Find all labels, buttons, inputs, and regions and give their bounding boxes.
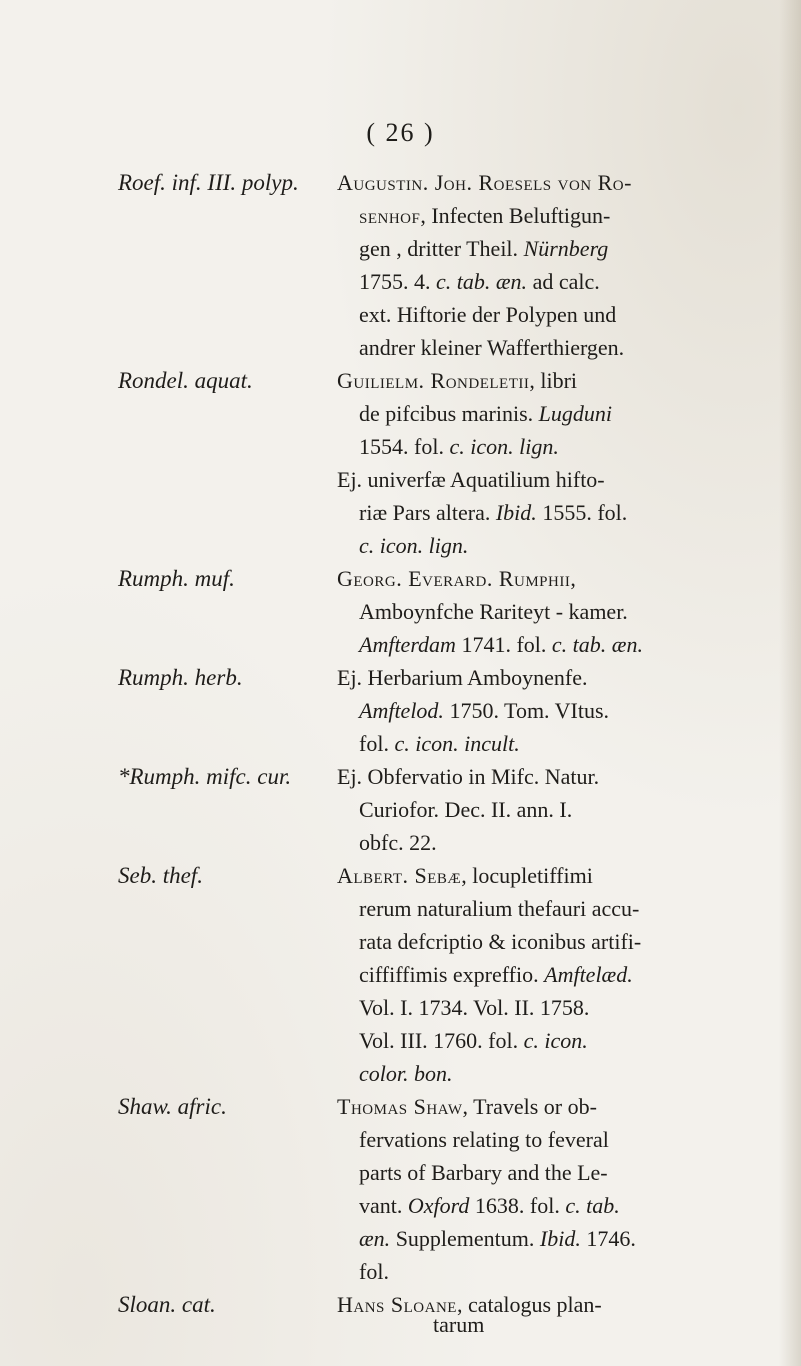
italic-text: Amftelod. <box>359 698 444 723</box>
italic-text: Amftelæd. <box>544 962 633 987</box>
citation-text: obfc. 22. <box>359 830 437 855</box>
entry-abbreviation: Seb. thef. <box>118 863 203 888</box>
italic-text: Ibid. <box>495 500 537 525</box>
citation-line <box>337 463 769 496</box>
citation-text: Ej. Herbarium Amboynenfe. <box>337 665 588 690</box>
entry-citation <box>337 1090 769 1288</box>
citation-line <box>337 298 769 331</box>
citation-line <box>337 793 769 826</box>
italic-text: c. tab. <box>565 1193 620 1218</box>
citation-line <box>337 1024 769 1057</box>
citation-text: 1554. fol. <box>359 434 450 459</box>
citation-text: de pifcibus marinis. <box>359 401 539 426</box>
citation-text: riæ Pars altera. <box>359 500 496 525</box>
italic-text: c. icon. lign. <box>449 434 559 459</box>
citation-line <box>337 1156 769 1189</box>
entry-citation <box>337 463 769 562</box>
italic-text: c. icon. <box>523 1028 588 1053</box>
entry-citation <box>337 859 769 1090</box>
citation-line <box>337 925 769 958</box>
italic-text: color. bon. <box>359 1061 453 1086</box>
author-name: Albert. Sebæ <box>337 863 462 888</box>
author-name: Georg. Everard. Rumphii <box>337 566 571 591</box>
citation-text: 1638. fol. <box>469 1193 566 1218</box>
entry-abbreviation: Rumph. muf. <box>118 566 235 591</box>
citation-text: Curiofor. Dec. II. ann. I. <box>359 797 573 822</box>
italic-text: æn. <box>359 1226 391 1251</box>
citation-line <box>337 430 769 463</box>
citation-text: ad calc. <box>527 269 600 294</box>
citation-text: fol. <box>359 731 395 756</box>
citation-text: Ej. Obfervatio in Mifc. Natur. <box>337 764 600 789</box>
citation-text: gen , dritter Theil. <box>359 236 524 261</box>
citation-text: fervations relating to feveral <box>359 1127 609 1152</box>
citation-line <box>337 991 769 1024</box>
author-name: Hans Sloane <box>337 1292 457 1317</box>
citation-text: fol. <box>359 1259 389 1284</box>
citation-line <box>337 1057 769 1090</box>
citation-line <box>337 562 769 595</box>
citation-line <box>337 1255 769 1288</box>
citation-line <box>337 331 769 364</box>
citation-line <box>337 628 769 661</box>
citation-text: Ej. univerfæ Aquatilium hifto- <box>337 467 605 492</box>
citation-text: 1746. <box>580 1226 636 1251</box>
citation-text: parts of Barbary and the Le- <box>359 1160 608 1185</box>
citation-line <box>337 1090 769 1123</box>
author-name: Thomas Shaw <box>337 1094 463 1119</box>
citation-text: , Infecten Beluftigun- <box>420 203 611 228</box>
citation-text: Vol. III. 1760. fol. <box>359 1028 524 1053</box>
citation-line <box>337 694 769 727</box>
italic-text: Lugduni <box>538 401 612 426</box>
citation-line <box>337 397 769 430</box>
citation-line <box>337 826 769 859</box>
citation-text: rerum naturalium thefauri accu- <box>359 896 640 921</box>
entry-citation <box>337 364 769 463</box>
entry-abbreviation: Rondel. aquat. <box>118 368 253 393</box>
citation-line <box>337 1189 769 1222</box>
entry-citation <box>337 562 769 661</box>
citation-line <box>337 661 769 694</box>
author-name: Augustin. Joh. Roesels von Ro- <box>337 170 632 195</box>
citation-text: ext. Hiftorie der Polypen und <box>359 302 617 327</box>
italic-text: Nürnberg <box>523 236 609 261</box>
italic-text: Ibid. <box>539 1226 581 1251</box>
italic-text: Oxford <box>407 1193 470 1218</box>
author-name: senhof <box>359 203 421 228</box>
citation-line <box>337 958 769 991</box>
italic-text: c. icon. incult. <box>394 731 520 756</box>
citation-line <box>337 496 769 529</box>
citation-line <box>337 166 769 199</box>
citation-line <box>337 1222 769 1255</box>
entry-citation <box>337 661 769 760</box>
citation-text: , <box>570 566 576 591</box>
citation-text: , catalogus plan- <box>456 1292 602 1317</box>
citation-line <box>337 1123 769 1156</box>
citation-text: , libri <box>529 368 578 393</box>
citation-line <box>337 727 769 760</box>
citation-text: 1741. fol. <box>455 632 552 657</box>
citation-text: , locupletiffimi <box>461 863 593 888</box>
page-number: ( 26 ) <box>366 118 435 147</box>
catchword: tarum <box>433 1312 485 1337</box>
citation-line <box>337 859 769 892</box>
catchword-cell <box>337 1308 769 1341</box>
citation-text: andrer kleiner Wafferthiergen. <box>359 335 625 360</box>
citation-text: Supplementum. <box>390 1226 540 1251</box>
italic-text: c. icon. lign. <box>359 533 469 558</box>
citation-line <box>337 595 769 628</box>
citation-line <box>337 529 769 562</box>
citation-text: 1755. 4. <box>359 269 436 294</box>
italic-text: c. tab. æn. <box>436 269 528 294</box>
entry-abbreviation: Shaw. afric. <box>118 1094 227 1119</box>
entry-abbreviation: *Rumph. mifc. cur. <box>118 764 292 789</box>
citation-line <box>337 232 769 265</box>
citation-line <box>337 760 769 793</box>
citation-text: , Travels or ob- <box>462 1094 597 1119</box>
citation-text: 1750. Tom. VItus. <box>443 698 610 723</box>
entry-abbreviation: Roef. inf. III. polyp. <box>118 170 299 195</box>
page-edge-shadow <box>779 0 801 1366</box>
citation-line <box>337 892 769 925</box>
citation-line <box>337 364 769 397</box>
citation-text: 1555. fol. <box>536 500 628 525</box>
entry-abbreviation: Rumph. herb. <box>118 665 243 690</box>
citation-text: vant. <box>359 1193 408 1218</box>
entry-citation <box>337 166 769 364</box>
entry-citation <box>337 760 769 859</box>
italic-text: c. tab. æn. <box>551 632 643 657</box>
citation-line <box>337 199 769 232</box>
entry-abbreviation: Sloan. cat. <box>118 1292 216 1317</box>
author-name: Guilielm. Rondeletii <box>337 368 530 393</box>
citation-text: Vol. I. 1734. Vol. II. 1758. <box>359 995 590 1020</box>
citation-line <box>337 265 769 298</box>
citation-text: ciffiffimis expreffio. <box>359 962 545 987</box>
italic-text: Amfterdam <box>359 632 456 657</box>
citation-text: rata defcriptio & iconibus artifi- <box>359 929 642 954</box>
citation-text: Amboynfche Rariteyt - kamer. <box>359 599 628 624</box>
